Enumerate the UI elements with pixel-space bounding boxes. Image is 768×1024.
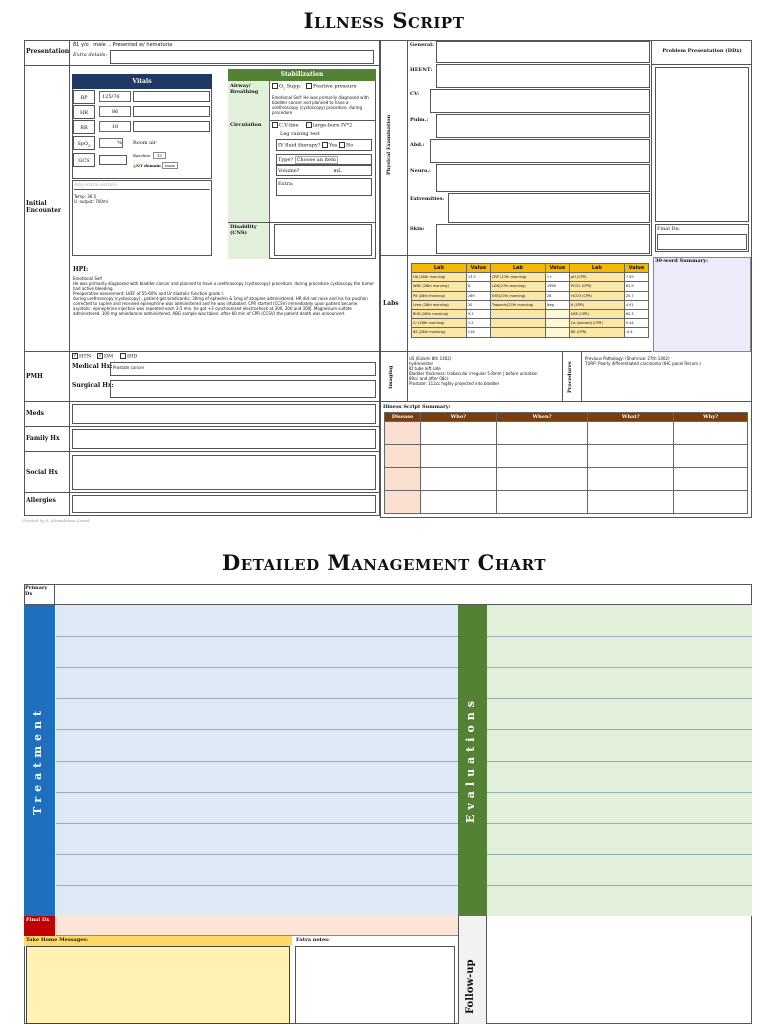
abd-field[interactable] bbox=[430, 139, 650, 163]
labs-label: Labs bbox=[383, 300, 399, 307]
gcs-label: GCS bbox=[73, 153, 95, 167]
nt-domain[interactable]: ▲NT domain none bbox=[133, 163, 178, 168]
heent-field[interactable] bbox=[436, 64, 650, 88]
take-home-label: Take Home Messages: bbox=[24, 936, 292, 946]
social-hx-field[interactable] bbox=[72, 455, 376, 490]
ihd-checkbox[interactable]: IHD bbox=[120, 353, 137, 360]
lab-name-cell bbox=[490, 319, 545, 328]
final-dx-label: Final Dx: bbox=[657, 226, 680, 232]
treatment-area[interactable] bbox=[56, 605, 458, 916]
lab-value-cell[interactable]: 116 bbox=[466, 328, 490, 337]
rr-field[interactable]: 18 bbox=[99, 121, 131, 132]
lab-value-cell[interactable] bbox=[545, 309, 569, 318]
lab-value-cell[interactable]: 25.7 bbox=[624, 291, 648, 300]
lab-name-cell: BS (28th morning) bbox=[412, 328, 467, 337]
value-header: Value bbox=[466, 264, 490, 273]
follow-up-field[interactable] bbox=[488, 917, 750, 1024]
hr-label: HR bbox=[73, 105, 95, 119]
presentation-line[interactable]: 81 y/o male , Presented w/ hematuria bbox=[73, 42, 173, 48]
summary-box[interactable] bbox=[653, 257, 751, 352]
when-header: When? bbox=[496, 413, 588, 422]
physical-exam-label: Physical Examination bbox=[386, 114, 392, 176]
extremities-label: Extremities: bbox=[410, 196, 445, 202]
extra-details-input[interactable]: Any extra details bbox=[74, 182, 210, 190]
bp-field[interactable]: 125/76 bbox=[99, 91, 131, 102]
skin-label: Skin: bbox=[410, 226, 425, 232]
cv-field[interactable] bbox=[430, 89, 650, 113]
evaluations-area[interactable] bbox=[487, 605, 752, 916]
grid-row-line bbox=[56, 792, 458, 793]
pulm-label: Pulm.: bbox=[410, 117, 429, 123]
surgical-hx-label: Surgical Hx: bbox=[72, 382, 114, 389]
surgical-hx-field[interactable] bbox=[110, 380, 376, 398]
illness-summary-label: Illness Script Summary: bbox=[383, 404, 451, 410]
airway-breathing-label: Airway/ Breathing bbox=[230, 83, 259, 95]
grid-row-line bbox=[56, 729, 458, 730]
lab-value-cell[interactable]: 62.3 bbox=[624, 309, 648, 318]
grid-row-line bbox=[56, 854, 458, 855]
lab-value-cell[interactable] bbox=[545, 328, 569, 337]
htn-checkbox[interactable]: ✓ HTN bbox=[73, 353, 92, 360]
lab-value-cell[interactable] bbox=[545, 319, 569, 328]
ddx-field[interactable] bbox=[655, 67, 749, 222]
allergies-field[interactable] bbox=[72, 495, 376, 513]
lab-row bbox=[412, 319, 649, 328]
page-title-management: Detailed Management Chart bbox=[221, 550, 547, 575]
spo2-label: SpO$_2$ bbox=[73, 136, 95, 150]
why-header: Why? bbox=[674, 413, 748, 422]
lab-header: Lab bbox=[490, 264, 545, 273]
iv-fluid-box[interactable]: IV fluid therapy? Yes No bbox=[276, 139, 372, 151]
hpi-text[interactable]: Emotional Self He was primarily diagnosed with bladder cancer and planned to have a urethroscopy (cystoscopy) procedure. during procedure cystoscopy the tumor had active bleeding. Preoperative assessment: LVEF of 55-60% and LV diastolic function grade I. during urethroscopy (cystoscopy) , patient got bradicardic, 30mg of ephedrin & 1mg of atropine administered. HR did not raise and his his position corrected to supine and received epinephrine was administered and he was intubated. CPR started (CCSV) immediately upon patient became asystolic. epinephrine injection was repeated each 3-5 min. he got +3 synchronized electroshock at 300, 200 and 300J. Magnesium sulfate administered. 100 mg amiodarone administered. ABG sample was taken. after 60 min of CPR (CCSV) the patient death was announced. bbox=[73, 276, 374, 316]
lab-value-cell[interactable]: 1.2 bbox=[466, 319, 490, 328]
what-header: What? bbox=[588, 413, 674, 422]
spo2-field[interactable]: % bbox=[99, 138, 123, 148]
cv-label: CV: bbox=[410, 91, 420, 97]
extra-notes-label: Extra notes: bbox=[296, 937, 330, 943]
summary-row[interactable] bbox=[385, 468, 748, 491]
summary-row[interactable] bbox=[385, 491, 748, 514]
grid-row-line bbox=[56, 698, 458, 699]
lab-name-cell: LDH(27th morning) bbox=[490, 282, 545, 291]
grid-row-line bbox=[487, 885, 752, 886]
lab-row bbox=[412, 328, 649, 337]
summary-label: 30-word Summary: bbox=[655, 258, 708, 264]
lab-header: Lab bbox=[412, 264, 467, 273]
extra-notes-field[interactable] bbox=[295, 946, 455, 1024]
grid-row-line bbox=[487, 729, 752, 730]
pulm-field[interactable] bbox=[436, 114, 650, 138]
who-header: Who? bbox=[421, 413, 497, 422]
lab-header: Lab bbox=[569, 264, 624, 273]
disease-header: Disease bbox=[385, 413, 421, 422]
grid-row-line bbox=[487, 636, 752, 637]
lab-value-cell[interactable]: Neg bbox=[545, 300, 569, 309]
primary-dx-label: Primary Dx bbox=[24, 584, 55, 605]
cv-line-checkbox[interactable]: C.V-line bbox=[272, 122, 298, 129]
neuro-label: Neuro.: bbox=[410, 168, 431, 174]
social-hx-label: Social Hx bbox=[26, 469, 58, 476]
stabilization-header: Stabilization bbox=[228, 69, 376, 81]
lab-value-cell[interactable]: 1958 bbox=[545, 282, 569, 291]
general-field[interactable] bbox=[436, 41, 650, 63]
lab-value-cell[interactable]: -0.4 bbox=[624, 328, 648, 337]
lab-row bbox=[412, 300, 649, 309]
lab-name-cell: Ca (ionized) (CPR) bbox=[569, 319, 624, 328]
problem-presentation-label: Problem Presentation (DDx) bbox=[662, 48, 742, 54]
primary-dx-field[interactable] bbox=[56, 585, 751, 604]
grid-row-line bbox=[56, 636, 458, 637]
final-dx-mgmt-label: Final Dx bbox=[26, 917, 50, 923]
lab-row bbox=[412, 309, 649, 318]
bp-label: BP bbox=[73, 90, 95, 104]
meds-label: Meds bbox=[26, 410, 45, 417]
hr-note[interactable] bbox=[133, 106, 210, 117]
lab-name-cell: Urea (28th morning) bbox=[412, 300, 467, 309]
extra-details-label: Extra details: bbox=[73, 52, 108, 58]
gcs-field[interactable] bbox=[99, 155, 127, 165]
final-dx-input[interactable] bbox=[657, 234, 747, 250]
procedures-text[interactable]: Previous Pathology: (Shahrivar 27th 1402) TURP: Poorly differentiated carcinoma (IHC panel Recom.) bbox=[585, 356, 701, 366]
rr-label: RR bbox=[73, 120, 95, 134]
procedures-label: Procedures bbox=[567, 361, 573, 393]
medical-hx-label: Medical Hx: bbox=[72, 363, 113, 370]
leg-raise-label: Leg raising test bbox=[280, 131, 320, 137]
grid-row-line bbox=[56, 885, 458, 886]
evaluations-label: Evaluations bbox=[464, 696, 477, 824]
family-hx-label: Family Hx bbox=[26, 435, 60, 442]
family-hx-field[interactable] bbox=[72, 429, 376, 449]
spo2-note[interactable]: Room air bbox=[133, 140, 157, 146]
presented-with[interactable]: , Presented w/ hematuria bbox=[109, 42, 173, 48]
lab-name-cell: PCO2 (CPR) bbox=[569, 282, 624, 291]
lab-value-cell[interactable]: 4.91 bbox=[624, 300, 648, 309]
meds-field[interactable] bbox=[72, 404, 376, 424]
lab-name-cell: pH (CPR) bbox=[569, 273, 624, 282]
disability-label: Disability (CNS) bbox=[230, 224, 257, 236]
circulation-extra-input[interactable]: Extra: bbox=[276, 178, 372, 196]
imaging-label: Imaging bbox=[388, 365, 394, 389]
lab-value-cell[interactable]: 1+ bbox=[545, 273, 569, 282]
labs-table bbox=[411, 263, 649, 338]
grid-row-line bbox=[487, 761, 752, 762]
warning-icon: ▲ bbox=[133, 163, 137, 168]
sex-value[interactable]: male bbox=[93, 42, 106, 48]
lab-value-cell[interactable]: 6 bbox=[466, 282, 490, 291]
imaging-text[interactable]: US (Eslami 8th 1402) hydronester ID tube left side Bladder thickness: trabecular irregular 5.8mm | before urination 89cc and after 08cc Prostate: 112cc highly projected into bladder bbox=[409, 356, 538, 386]
lab-name-cell: CRP (27th morning) bbox=[490, 273, 545, 282]
lab-value-cell[interactable]: 269 bbox=[466, 291, 490, 300]
illness-summary-table bbox=[384, 412, 748, 514]
lab-name-cell: Hb (28th morning) bbox=[412, 273, 467, 282]
fluid-volume-input[interactable]: Volume? mL bbox=[276, 165, 372, 176]
grid-row-line bbox=[487, 823, 752, 824]
o2-supp-checkbox[interactable]: $O_2$ Supp. bbox=[272, 83, 301, 92]
grid-row-line bbox=[56, 667, 458, 668]
pmh-label: PMH bbox=[26, 373, 43, 380]
allergies-label: Allergies bbox=[26, 497, 56, 504]
extra-details-box[interactable] bbox=[72, 180, 212, 256]
follow-up-label: Follow-up bbox=[465, 959, 476, 1015]
lab-row bbox=[412, 273, 649, 282]
general-label: General: bbox=[410, 42, 434, 48]
skin-field[interactable] bbox=[436, 224, 650, 254]
lab-name-cell: K (CPR) bbox=[569, 300, 624, 309]
initial-encounter-label: Initial Encounter bbox=[26, 200, 62, 214]
ppv-checkbox[interactable]: Positive pressure bbox=[306, 83, 357, 90]
medical-hx-field[interactable]: Prostate cancer bbox=[110, 362, 376, 376]
lab-name-cell: WBC (28th morning) bbox=[412, 282, 467, 291]
lab-row bbox=[412, 282, 649, 291]
grid-row-line bbox=[56, 761, 458, 762]
lab-name-cell: BE (CPR) bbox=[569, 328, 624, 337]
lab-name-cell: HCO3 (CPR) bbox=[569, 291, 624, 300]
lab-name-cell: Troponin(27th morning) bbox=[490, 300, 545, 309]
rr-note[interactable] bbox=[133, 121, 210, 132]
lab-name-cell: Plt (28th morning) bbox=[412, 291, 467, 300]
treatment-label: Treatment bbox=[31, 705, 44, 815]
extremities-field[interactable] bbox=[448, 193, 650, 223]
age-value[interactable]: 81 bbox=[73, 42, 80, 48]
value-header: Value bbox=[545, 264, 569, 273]
lab-name-cell: Cr (28th morning) bbox=[412, 319, 467, 328]
lab-name-cell bbox=[490, 309, 545, 318]
lab-value-cell[interactable]: 20 bbox=[466, 300, 490, 309]
lab-value-cell[interactable]: 9.3 bbox=[466, 309, 490, 318]
circulation-label: Circulation bbox=[230, 122, 262, 128]
lab-value-cell[interactable]: 61.9 bbox=[624, 282, 648, 291]
dm-checkbox[interactable]: ✓ DM bbox=[98, 353, 114, 360]
fluid-type-select[interactable]: Type? Choose an item bbox=[276, 154, 372, 165]
heent-label: HEENT: bbox=[410, 67, 433, 73]
abd-label: Abd.: bbox=[410, 142, 425, 148]
bp-note[interactable] bbox=[133, 91, 210, 102]
baseline-label: Baseline: 15 bbox=[133, 153, 166, 158]
lab-name-cell: NSE (CPR) bbox=[569, 309, 624, 318]
lab-name-cell: ESR(27th morning) bbox=[490, 291, 545, 300]
presentation-label: Presentation bbox=[26, 48, 70, 55]
grid-row-line bbox=[487, 667, 752, 668]
lab-value-cell[interactable]: 28 bbox=[545, 291, 569, 300]
take-home-field[interactable] bbox=[26, 946, 290, 1024]
disability-field[interactable] bbox=[274, 224, 372, 256]
value-header: Value bbox=[624, 264, 648, 273]
grid-row-line bbox=[56, 823, 458, 824]
hr-field[interactable]: 86 bbox=[99, 106, 131, 117]
lab-value-cell[interactable]: 7.09 bbox=[624, 273, 648, 282]
summary-row[interactable] bbox=[385, 422, 748, 445]
airway-notes[interactable]: Emotional Self: He was primarily diagnosed with bladder cancer and planned to have a urethroscopy (cystoscopy) procedure, during procedure bbox=[272, 95, 369, 115]
neuro-field[interactable] bbox=[436, 164, 650, 192]
urine-output-note: U. output: 700ml bbox=[74, 199, 108, 204]
grid-row-line bbox=[487, 854, 752, 855]
lab-name-cell: BUN (28th morning) bbox=[412, 309, 467, 318]
lab-value-cell[interactable]: 0.44 bbox=[624, 319, 648, 328]
extra-details-field[interactable] bbox=[110, 50, 374, 64]
lab-value-cell[interactable]: 13.3 bbox=[466, 273, 490, 282]
grid-row-line bbox=[487, 698, 752, 699]
final-dx-mgmt-field[interactable] bbox=[56, 916, 458, 936]
summary-row[interactable] bbox=[385, 445, 748, 468]
hpi-label: HPI: bbox=[73, 266, 89, 273]
lab-name-cell bbox=[490, 328, 545, 337]
credit-text: Created by S. Ahmadinasa Saeed bbox=[22, 518, 90, 523]
temp-note: Temp: 36.5 bbox=[74, 194, 97, 199]
lab-row bbox=[412, 291, 649, 300]
large-bore-checkbox[interactable]: large-bore IV*2 bbox=[306, 122, 352, 129]
vitals-header: Vitals bbox=[72, 74, 212, 89]
grid-row-line bbox=[487, 792, 752, 793]
page-title-illness-script: Illness Script bbox=[303, 8, 465, 33]
